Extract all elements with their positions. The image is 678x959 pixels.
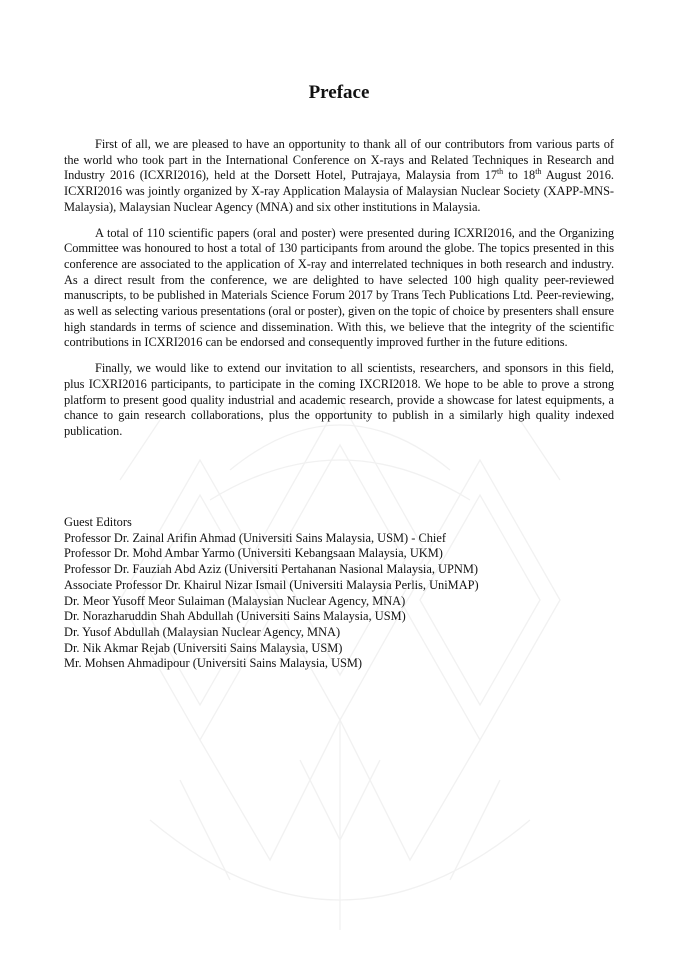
editor-list-item: Professor Dr. Mohd Ambar Yarmo (Universiti Kebangsaan Malaysia, UKM) (64, 546, 443, 561)
editor-list-item: Dr. Meor Yusoff Meor Sulaiman (Malaysian Nuclear Agency, MNA) (64, 593, 406, 608)
editor-list-item: Dr. Norazharuddin Shah Abdullah (Universiti Sains Malaysia, USM) (64, 609, 406, 624)
guest-editors-heading: Guest Editors (64, 515, 132, 529)
editor-list-item: Professor Dr. Zainal Arifin Ahmad (Universiti Sains Malaysia, USM) - Chief (64, 530, 446, 545)
superscript-th-2: th (535, 167, 542, 177)
paragraph-invitation: Finally, we would like to extend our invitation to all scientists, researchers, and sponsors in this field, plus ICXRI2016 participants, to participate in the coming IXCRI2018. We hope to be able to prove a strong platform to present good quality industrial and academic research, provide a showcase for latest equipments, a chance to gain research collaborations, plus the opportunity to publish in a similarly high quality indexed publication. (64, 361, 614, 438)
paragraph-intro (64, 137, 614, 216)
editor-list-item: Associate Professor Dr. Khairul Nizar Ismail (Universiti Malaysia Perlis, UniMAP) (64, 577, 479, 592)
paragraph-papers: A total of 110 scientific papers (oral and poster) were presented during ICXRI2016, and the Organizing Committee was honoured to host a total of 130 participants from around the globe. The topics presented in this conference are associated to the application of X-ray and interrelated techniques in both research and industry. As a direct result from the conference, we are delighted to have selected 100 high quality peer-reviewed manuscripts, to be published in Materials Science Forum 2017 by Trans Tech Publications Ltd. Peer-reviewing, as well as selecting various presentations (oral or poster), given on the topic of choice by presenters shall ensure high standards in terms of science and dissemination. With this, we believe that the integrity of the scientific contributions in ICXRI2016 can be endorsed and consequently improved further in the future editions. (64, 225, 614, 350)
preface-body (64, 137, 614, 450)
editor-list-item: Dr. Nik Akmar Rejab (Universiti Sains Malaysia, USM) (64, 640, 343, 655)
guest-editors-section (64, 515, 624, 672)
page-title: Preface (308, 82, 370, 103)
editor-list-item: Professor Dr. Fauziah Abd Aziz (Universiti Pertahanan Nasional Malaysia, UPNM) (64, 562, 478, 577)
editor-list-item: Mr. Mohsen Ahmadipour (Universiti Sains Malaysia, USM) (64, 656, 363, 671)
superscript-th-1: th (497, 167, 504, 177)
paragraph-intro-part1: First of all, we are pleased to have an opportunity to thank all of our contributors from various parts of the world who took part in the International Conference on X-rays and Related Techniques in Research and Industry 2016 (ICXRI2016), held at the Dorsett Hotel, Putrajaya, Malaysia from 17 (64, 137, 614, 183)
paragraph-intro-part2: to 18 (503, 168, 536, 183)
editor-list-item: Dr. Yusof Abdullah (Malaysian Nuclear Agency, MNA) (64, 624, 341, 639)
paragraph-intro-part3: August 2016. ICXRI2016 was jointly organized by X-ray Application Malaysia of Malaysian Nuclear Society (XAPP-MNS-Malaysia), Malaysian Nuclear Agency (MNA) and six other institutions in Malaysia. (64, 168, 614, 214)
